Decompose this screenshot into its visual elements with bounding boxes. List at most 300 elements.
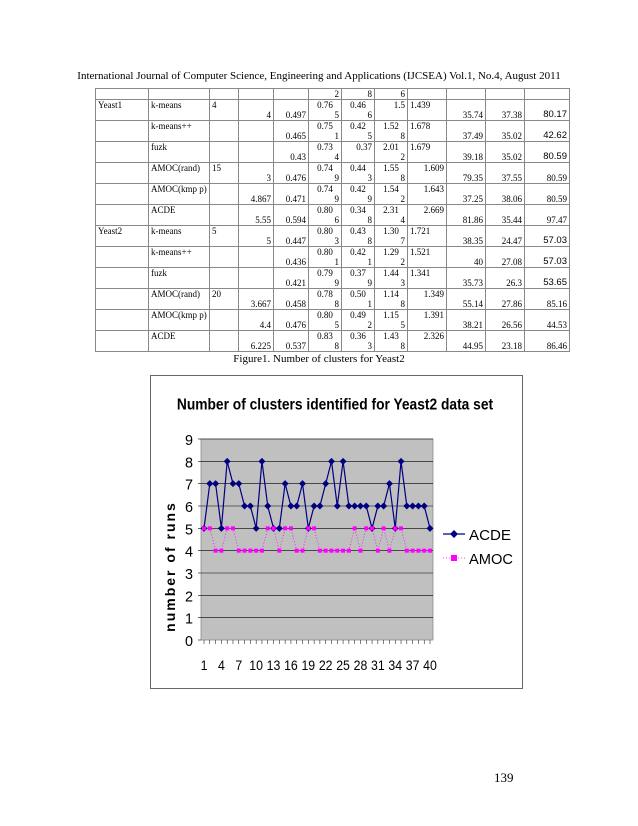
- legend-marker: [450, 530, 458, 538]
- data-point-square: [399, 526, 403, 530]
- cell-bottom-text: 1.391: [423, 310, 444, 320]
- k-cell: [239, 247, 274, 268]
- metric-cell: 81.86: [447, 205, 486, 226]
- chart-frame: [150, 375, 523, 689]
- legend-marker: [451, 555, 457, 561]
- split-value-cell: [375, 100, 408, 121]
- table-row: [96, 100, 570, 121]
- cell-top-text: 1.679: [410, 142, 431, 152]
- cell-top-text: 1.30: [383, 226, 399, 236]
- cell-bottom-text: 9: [334, 278, 339, 288]
- cell-top-text: 0.75: [317, 121, 333, 131]
- cell-top-text: 1.439: [410, 100, 431, 110]
- score-cell: 44.53: [525, 310, 570, 331]
- table-row: [96, 226, 570, 247]
- table-cell: [96, 89, 149, 100]
- data-point-square: [306, 526, 310, 530]
- value-cell: 0.537: [274, 331, 309, 352]
- value-cell: 0.436: [274, 247, 309, 268]
- table-cell: [525, 89, 570, 100]
- clusters-cell: [210, 331, 239, 352]
- k-cell: 6.225: [239, 331, 274, 352]
- cell-bottom-text: 5: [367, 131, 372, 141]
- cell-bottom-text: 4: [400, 215, 405, 225]
- x-tick-label: 37: [405, 657, 420, 674]
- metric-cell: 24.47: [486, 226, 525, 247]
- algorithm-cell: k-means: [149, 226, 210, 247]
- clusters-cell: 5: [210, 226, 239, 247]
- metric-cell: 38.21: [447, 310, 486, 331]
- page-number: 139: [494, 770, 514, 785]
- metric-cell: 35.73: [447, 268, 486, 289]
- value-cell: 0.447: [274, 226, 309, 247]
- metric-cell: 37.49: [447, 121, 486, 142]
- cell-top-text: 0.74: [317, 163, 333, 173]
- split-value-cell: [375, 268, 408, 289]
- x-tick-label: 7: [235, 657, 243, 674]
- data-point-square: [219, 549, 223, 553]
- cell-bottom-text: 5: [334, 110, 339, 120]
- table-cell: 8: [342, 89, 375, 100]
- cell-bottom-text: 9: [367, 194, 372, 204]
- algorithm-cell: AMOC(rand): [149, 289, 210, 310]
- split-value-cell: [408, 163, 447, 184]
- data-point-square: [225, 526, 229, 530]
- split-value-cell: [408, 247, 447, 268]
- split-value-cell: [309, 121, 342, 142]
- split-value-cell: [342, 205, 375, 226]
- data-point-square: [248, 549, 252, 553]
- split-value-cell: [408, 205, 447, 226]
- cell-top-text: 0.42: [350, 247, 366, 257]
- cell-bottom-text: 1.643: [423, 184, 444, 194]
- algorithm-cell: k-means++: [149, 247, 210, 268]
- legend-label: ACDE: [469, 527, 511, 544]
- table-cell: [210, 89, 239, 100]
- cell-bottom-text: 5: [334, 320, 339, 330]
- algorithm-cell: ACDE: [149, 331, 210, 352]
- score-cell: 57.03: [525, 226, 570, 247]
- data-point-square: [324, 549, 328, 553]
- data-point-square: [318, 549, 322, 553]
- split-value-cell: [375, 121, 408, 142]
- data-point-square: [370, 526, 374, 530]
- cell-top-text: 0.78: [317, 289, 333, 299]
- cell-bottom-text: 1: [367, 299, 372, 309]
- data-point-square: [411, 549, 415, 553]
- k-cell: [239, 142, 274, 163]
- score-cell: 80.59: [525, 184, 570, 205]
- dataset-cell: [96, 184, 149, 205]
- split-value-cell: [342, 310, 375, 331]
- split-value-cell: [342, 331, 375, 352]
- cell-top-text: 1.44: [383, 268, 399, 278]
- metric-cell: 35.02: [486, 142, 525, 163]
- dataset-cell: [96, 310, 149, 331]
- metric-cell: 37.55: [486, 163, 525, 184]
- metric-cell: 35.74: [447, 100, 486, 121]
- split-value-cell: [309, 247, 342, 268]
- cell-bottom-text: 1: [367, 257, 372, 267]
- split-value-cell: [375, 142, 408, 163]
- split-value-cell: [342, 163, 375, 184]
- algorithm-cell: fuzk: [149, 268, 210, 289]
- cell-bottom-text: 3: [367, 173, 372, 183]
- dataset-cell: [96, 331, 149, 352]
- metric-cell: 37.38: [486, 100, 525, 121]
- cell-bottom-text: 1.349: [423, 289, 444, 299]
- cell-bottom-text: 2.669: [423, 205, 444, 215]
- cell-top-text: 0.74: [317, 184, 333, 194]
- split-value-cell: [309, 289, 342, 310]
- split-value-cell: [309, 310, 342, 331]
- table-row: [96, 205, 570, 226]
- score-cell: 85.16: [525, 289, 570, 310]
- table-row: [96, 89, 570, 100]
- metric-cell: 40: [447, 247, 486, 268]
- metric-cell: 39.18: [447, 142, 486, 163]
- data-point-square: [295, 549, 299, 553]
- clusters-cell: 4: [210, 100, 239, 121]
- table-row: [96, 142, 570, 163]
- cell-top-text: 0.76: [317, 100, 333, 110]
- split-value-cell: [408, 289, 447, 310]
- dataset-cell: [96, 247, 149, 268]
- dataset-cell: Yeast1: [96, 100, 149, 121]
- table-cell: 6: [375, 89, 408, 100]
- cell-bottom-text: 8: [400, 173, 405, 183]
- clusters-cell: [210, 121, 239, 142]
- metric-cell: 26.3: [486, 268, 525, 289]
- x-tick-label: 22: [318, 657, 333, 674]
- data-point-square: [387, 549, 391, 553]
- score-cell: 80.59: [525, 163, 570, 184]
- metric-cell: 37.25: [447, 184, 486, 205]
- data-point-square: [231, 526, 235, 530]
- score-cell: 86.46: [525, 331, 570, 352]
- table-cell: [239, 89, 274, 100]
- split-value-cell: [309, 142, 342, 163]
- split-value-cell: [375, 310, 408, 331]
- cell-top-text: 0.80: [317, 226, 333, 236]
- data-point-square: [214, 549, 218, 553]
- clusters-cell: [210, 268, 239, 289]
- cell-bottom-text: 8: [367, 236, 372, 246]
- split-value-cell: [342, 268, 375, 289]
- dataset-cell: [96, 289, 149, 310]
- data-point-square: [353, 526, 357, 530]
- metric-cell: 35.44: [486, 205, 525, 226]
- cell-bottom-text: 0.37: [356, 142, 372, 152]
- data-point-square: [341, 549, 345, 553]
- split-value-cell: [309, 163, 342, 184]
- x-tick-label: 4: [217, 657, 225, 674]
- cell-bottom-text: 1.609: [423, 163, 444, 173]
- split-value-cell: [408, 121, 447, 142]
- data-point-square: [283, 526, 287, 530]
- data-point-square: [243, 549, 247, 553]
- split-value-cell: [375, 247, 408, 268]
- cell-top-text: 0.44: [350, 163, 366, 173]
- clusters-cell: [210, 142, 239, 163]
- split-value-cell: [375, 331, 408, 352]
- value-cell: 0.43: [274, 142, 309, 163]
- cell-top-text: 1.14: [383, 289, 399, 299]
- table-row: [96, 310, 570, 331]
- cell-bottom-text: 2: [400, 152, 405, 162]
- metric-cell: 27.08: [486, 247, 525, 268]
- split-value-cell: [309, 268, 342, 289]
- split-value-cell: [309, 184, 342, 205]
- split-value-cell: [342, 121, 375, 142]
- cell-top-text: 1.29: [383, 247, 399, 257]
- k-cell: 4: [239, 100, 274, 121]
- table-row: [96, 247, 570, 268]
- x-tick-label: 19: [301, 657, 316, 674]
- score-cell: 42.62: [525, 121, 570, 142]
- cell-bottom-text: 6: [334, 215, 339, 225]
- cell-top-text: 0.80: [317, 247, 333, 257]
- data-point-square: [405, 549, 409, 553]
- table-cell: [447, 89, 486, 100]
- data-point-square: [312, 526, 316, 530]
- x-tick-label: 13: [266, 657, 281, 674]
- cell-top-text: 0.80: [317, 310, 333, 320]
- data-point-square: [254, 549, 258, 553]
- cell-bottom-text: 2: [400, 194, 405, 204]
- x-tick-label: 40: [423, 657, 437, 674]
- cell-top-text: 1.52: [383, 121, 399, 131]
- value-cell: 0.471: [274, 184, 309, 205]
- algorithm-cell: ACDE: [149, 205, 210, 226]
- cell-top-text: 0.46: [350, 100, 366, 110]
- data-point-square: [237, 549, 241, 553]
- k-cell: 3.667: [239, 289, 274, 310]
- data-point-square: [416, 549, 420, 553]
- split-value-cell: [408, 100, 447, 121]
- cell-top-text: 0.42: [350, 184, 366, 194]
- figure-caption: Figure1. Number of clusters for Yeast2: [233, 353, 405, 365]
- table-row: [96, 163, 570, 184]
- metric-cell: 38.06: [486, 184, 525, 205]
- data-point-square: [393, 526, 397, 530]
- cell-bottom-text: 9: [334, 194, 339, 204]
- y-tick-label: 4: [185, 543, 193, 561]
- split-value-cell: [342, 184, 375, 205]
- x-tick-label: 25: [336, 657, 350, 674]
- cell-bottom-text: 8: [334, 299, 339, 309]
- cell-bottom-text: 6: [367, 110, 372, 120]
- cell-top-text: 1.55: [383, 163, 399, 173]
- split-value-cell: [375, 184, 408, 205]
- clusters-cell: [210, 247, 239, 268]
- data-point-square: [335, 549, 339, 553]
- data-point-square: [266, 526, 270, 530]
- table-cell: [274, 89, 309, 100]
- cell-top-text: 1.15: [383, 310, 399, 320]
- data-point-square: [272, 526, 276, 530]
- x-tick-label: 28: [353, 657, 368, 674]
- split-value-cell: [408, 226, 447, 247]
- y-tick-label: 8: [185, 454, 193, 472]
- split-value-cell: [375, 205, 408, 226]
- table-cell: 2: [309, 89, 342, 100]
- split-value-cell: [342, 142, 375, 163]
- data-point-square: [202, 526, 206, 530]
- value-cell: 0.497: [274, 100, 309, 121]
- cell-bottom-text: 8: [400, 341, 405, 351]
- cell-top-text: 0.50: [350, 289, 366, 299]
- data-point-square: [376, 549, 380, 553]
- dataset-cell: [96, 205, 149, 226]
- results-table: [95, 88, 570, 352]
- cell-bottom-text: 1: [334, 131, 339, 141]
- cell-bottom-text: 9: [334, 173, 339, 183]
- split-value-cell: [342, 289, 375, 310]
- data-point-square: [347, 549, 351, 553]
- cell-bottom-text: 3: [334, 236, 339, 246]
- cell-top-text: 1.521: [410, 247, 431, 257]
- score-cell: 80.17: [525, 100, 570, 121]
- split-value-cell: [375, 289, 408, 310]
- metric-cell: 26.56: [486, 310, 525, 331]
- split-value-cell: [408, 310, 447, 331]
- algorithm-cell: AMOC(rand): [149, 163, 210, 184]
- data-point-square: [382, 526, 386, 530]
- y-tick-label: 5: [185, 521, 193, 539]
- cell-top-text: 0.79: [317, 268, 333, 278]
- score-cell: 80.59: [525, 142, 570, 163]
- algorithm-cell: fuzk: [149, 142, 210, 163]
- data-point-square: [277, 549, 281, 553]
- cell-bottom-text: 7: [400, 236, 405, 246]
- cell-top-text: 1.678: [410, 121, 431, 131]
- dataset-cell: [96, 121, 149, 142]
- k-cell: 3: [239, 163, 274, 184]
- score-cell: 57.03: [525, 247, 570, 268]
- cell-bottom-text: 4: [334, 152, 339, 162]
- table-row: [96, 121, 570, 142]
- table-row: [96, 289, 570, 310]
- cell-top-text: 0.43: [350, 226, 366, 236]
- algorithm-cell: AMOC(kmp p): [149, 310, 210, 331]
- cell-top-text: 2.31: [383, 205, 399, 215]
- cell-bottom-text: 3: [367, 341, 372, 351]
- split-value-cell: [309, 205, 342, 226]
- dataset-cell: [96, 163, 149, 184]
- x-tick-label: 1: [200, 657, 208, 674]
- split-value-cell: [342, 247, 375, 268]
- y-tick-label: 9: [185, 432, 193, 449]
- y-tick-label: 1: [185, 610, 193, 628]
- cell-bottom-text: 3: [400, 278, 405, 288]
- k-cell: [239, 121, 274, 142]
- y-tick-label: 3: [185, 566, 193, 583]
- cell-bottom-text: 2.326: [423, 331, 444, 341]
- clusters-line-chart: [151, 376, 522, 688]
- y-tick-label: 7: [185, 476, 193, 494]
- score-cell: 53.65: [525, 268, 570, 289]
- data-point-square: [364, 526, 368, 530]
- cell-top-text: 0.83: [317, 331, 333, 341]
- split-value-cell: [309, 226, 342, 247]
- cell-top-text: 0.36: [350, 331, 366, 341]
- table-cell: [149, 89, 210, 100]
- data-point-square: [422, 549, 426, 553]
- value-cell: 0.465: [274, 121, 309, 142]
- table-row: [96, 331, 570, 352]
- split-value-cell: [408, 142, 447, 163]
- clusters-cell: [210, 184, 239, 205]
- cell-bottom-text: 1: [334, 257, 339, 267]
- metric-cell: 27.86: [486, 289, 525, 310]
- cell-bottom-text: 2: [367, 320, 372, 330]
- split-value-cell: [342, 100, 375, 121]
- value-cell: 0.458: [274, 289, 309, 310]
- data-point-square: [301, 549, 305, 553]
- cell-top-text: 0.34: [350, 205, 366, 215]
- clusters-cell: 15: [210, 163, 239, 184]
- cell-bottom-text: 9: [367, 278, 372, 288]
- algorithm-cell: AMOC(kmp p): [149, 184, 210, 205]
- journal-header: International Journal of Computer Science, Engineering and Applications (IJCSEA) Vol.1, No.4, August 2011: [77, 70, 561, 82]
- split-value-cell: [408, 331, 447, 352]
- data-point-square: [329, 549, 333, 553]
- clusters-cell: [210, 310, 239, 331]
- data-point-square: [208, 526, 212, 530]
- cell-top-text: 0.37: [350, 268, 366, 278]
- split-value-cell: [342, 226, 375, 247]
- metric-cell: 35.02: [486, 121, 525, 142]
- cell-top-text: 1.54: [383, 184, 399, 194]
- cell-top-text: 0.73: [317, 142, 333, 152]
- dataset-cell: [96, 268, 149, 289]
- algorithm-cell: k-means++: [149, 121, 210, 142]
- split-value-cell: [309, 100, 342, 121]
- split-value-cell: [375, 163, 408, 184]
- y-tick-label: 0: [185, 633, 193, 650]
- k-cell: 5: [239, 226, 274, 247]
- cell-top-text: 0.42: [350, 121, 366, 131]
- legend-label: AMOC: [469, 551, 514, 568]
- dataset-cell: Yeast2: [96, 226, 149, 247]
- value-cell: 0.421: [274, 268, 309, 289]
- cell-top-text: 0.80: [317, 205, 333, 215]
- y-axis-label: number of runs: [162, 501, 178, 632]
- split-value-cell: [408, 184, 447, 205]
- data-point-square: [289, 526, 293, 530]
- table-row: [96, 268, 570, 289]
- k-cell: 5.55: [239, 205, 274, 226]
- clusters-cell: [210, 205, 239, 226]
- cell-top-text: 1.341: [410, 268, 431, 278]
- metric-cell: 23.18: [486, 331, 525, 352]
- metric-cell: 55.14: [447, 289, 486, 310]
- value-cell: 0.476: [274, 310, 309, 331]
- split-value-cell: [408, 268, 447, 289]
- y-tick-label: 2: [185, 588, 193, 606]
- metric-cell: 38.35: [447, 226, 486, 247]
- dataset-cell: [96, 142, 149, 163]
- data-point-square: [260, 549, 264, 553]
- cell-bottom-text: 5: [400, 320, 405, 330]
- x-tick-label: 34: [388, 657, 403, 674]
- split-value-cell: [309, 331, 342, 352]
- table-cell: [408, 89, 447, 100]
- chart-title: Number of clusters identified for Yeast2 data set: [176, 396, 494, 414]
- clusters-cell: 20: [210, 289, 239, 310]
- value-cell: 0.594: [274, 205, 309, 226]
